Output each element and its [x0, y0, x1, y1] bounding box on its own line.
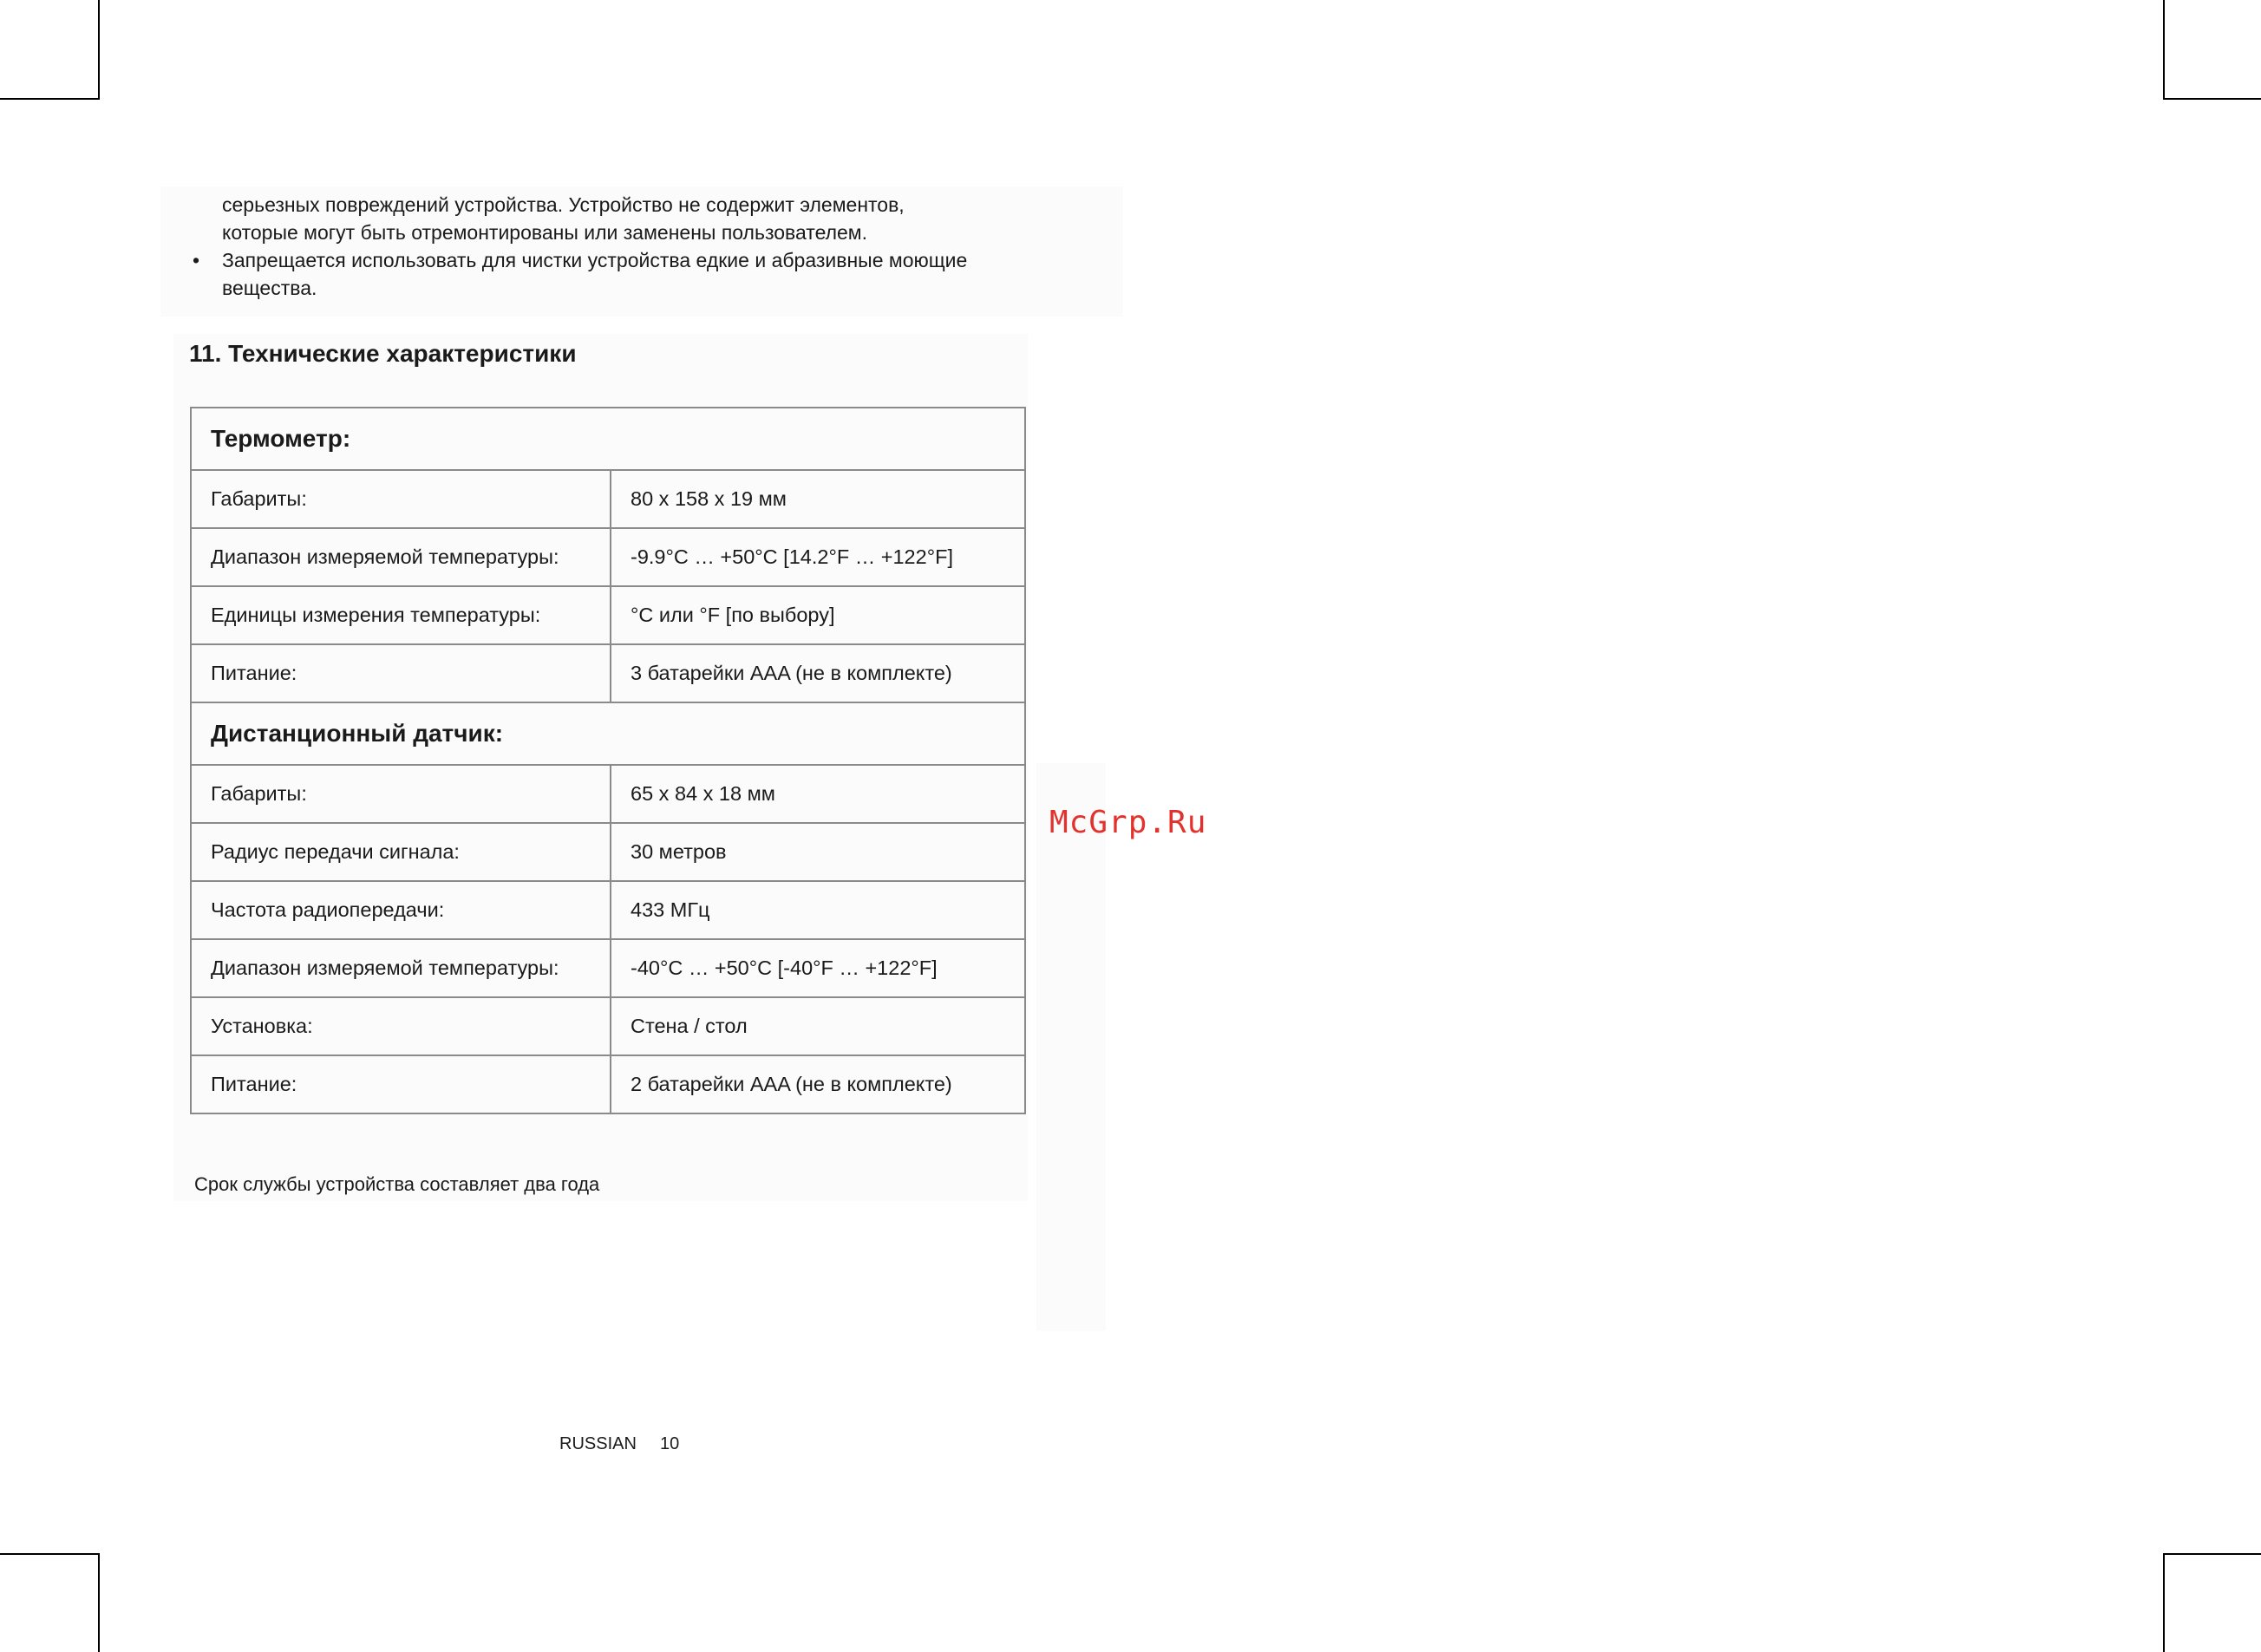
table-row	[191, 644, 1025, 702]
spec-label: Диапазон измеряемой температуры:	[191, 528, 611, 586]
spec-value: 30 метров	[611, 823, 1025, 881]
table-row	[191, 939, 1025, 997]
table-row	[191, 470, 1025, 528]
crop-mark-bottom-left-v	[98, 1553, 100, 1652]
crop-mark-top-left-v	[98, 0, 100, 99]
group-heading-sensor: Дистанционный датчик:	[191, 702, 1025, 765]
spec-value: 65 x 84 x 18 мм	[611, 765, 1025, 823]
intro-bullet-item	[182, 246, 1049, 274]
group-row-thermometer	[191, 408, 1025, 470]
spec-label: Габариты:	[191, 470, 611, 528]
spec-label: Диапазон измеряемой температуры:	[191, 939, 611, 997]
intro-line-2: которые могут быть отремонтированы или заменены пользователем.	[222, 221, 868, 244]
spec-label: Габариты:	[191, 765, 611, 823]
table-row	[191, 765, 1025, 823]
crop-mark-top-right-h	[2163, 98, 2261, 100]
spec-value: 2 батарейки AAA (не в комплекте)	[611, 1055, 1025, 1113]
spec-value: 433 МГц	[611, 881, 1025, 939]
table-row	[191, 528, 1025, 586]
spec-value: °C или °F [по выбору]	[611, 586, 1025, 644]
bullet-line-1: Запрещается использовать для чистки устройства едкие и абразивные моющие	[222, 249, 968, 271]
spec-value: 3 батарейки AAA (не в комплекте)	[611, 644, 1025, 702]
crop-mark-top-left-h	[0, 98, 100, 100]
spec-label: Частота радиопередачи:	[191, 881, 611, 939]
spec-label: Единицы измерения температуры:	[191, 586, 611, 644]
crop-mark-bottom-left-h	[0, 1553, 100, 1555]
watermark-logo: McGrp.Ru	[1049, 805, 1207, 840]
crop-mark-top-right-v	[2163, 0, 2165, 99]
intro-text	[182, 191, 1049, 302]
table-row	[191, 1055, 1025, 1113]
spec-value: Стена / стол	[611, 997, 1025, 1055]
footer-language: RUSSIAN	[559, 1434, 637, 1453]
table-row	[191, 586, 1025, 644]
page-number: 10	[660, 1434, 680, 1453]
spec-table	[190, 407, 1026, 1114]
section-title: 11. Технические характеристики	[189, 340, 577, 367]
scan-shade-side	[1036, 763, 1106, 1331]
page-footer	[559, 1434, 679, 1454]
group-row-sensor	[191, 702, 1025, 765]
spec-value: 80 x 158 x 19 мм	[611, 470, 1025, 528]
table-row	[191, 881, 1025, 939]
table-row	[191, 823, 1025, 881]
bullet-line-2: вещества.	[222, 277, 317, 299]
spec-label: Питание:	[191, 1055, 611, 1113]
group-heading-thermometer: Термометр:	[191, 408, 1025, 470]
spec-value: -40°C … +50°C [-40°F … +122°F]	[611, 939, 1025, 997]
intro-line-1: серьезных повреждений устройства. Устройство не содержит элементов,	[222, 193, 905, 216]
table-row	[191, 997, 1025, 1055]
crop-mark-bottom-right-h	[2163, 1553, 2261, 1555]
spec-label: Установка:	[191, 997, 611, 1055]
service-life-note: Срок службы устройства составляет два года	[194, 1173, 600, 1195]
crop-mark-bottom-right-v	[2163, 1553, 2165, 1652]
spec-value: -9.9°C … +50°C [14.2°F … +122°F]	[611, 528, 1025, 586]
bullet-icon: •	[193, 249, 200, 271]
spec-label: Радиус передачи сигнала:	[191, 823, 611, 881]
spec-label: Питание:	[191, 644, 611, 702]
